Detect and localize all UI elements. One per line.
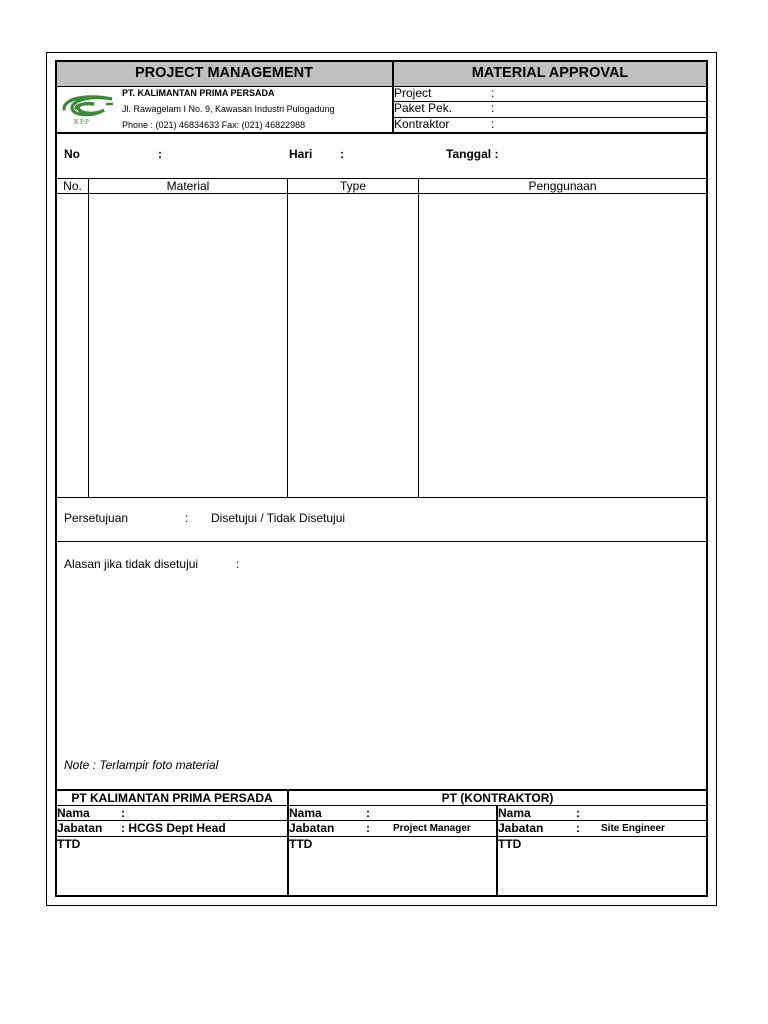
col3-jabatan-label: Jabatan [498,821,544,835]
signature-jabatan-line [56,836,707,837]
table-header-line [56,193,707,194]
signature-header-line [56,805,707,806]
col2-nama-label: Nama [289,806,322,820]
project-management-title: PROJECT MANAGEMENT [134,65,314,81]
col-header-type: Type [339,179,366,193]
persetujuan-colon: : [185,511,189,525]
form-bottom-border [55,895,708,897]
header-band-bottom [56,86,707,87]
paket-label: Paket Pek. [394,101,453,115]
form-right-border [706,60,708,897]
project-colon: : [491,86,495,100]
col2-jabatan-colon: : [366,821,370,835]
col3-ttd-label: TTD [498,837,522,851]
alasan-colon: : [236,557,240,571]
table-col-line-1 [88,178,89,498]
col2-ttd-label: TTD [289,837,313,851]
col-header-penggunaan: Penggunaan [528,179,597,193]
table-col-line-2 [287,178,288,498]
table-col-line-3 [418,178,419,498]
company-address: Jl. Rawagelam I No. 9, Kawasan Industri Pulogadung [122,104,335,114]
note-text: Note : Terlampir foto material [64,758,219,772]
col-header-material: Material [166,179,210,193]
no-colon: : [158,147,162,161]
alasan-label: Alasan jika tidak disetujui [64,557,199,571]
persetujuan-label: Persetujuan [64,511,129,525]
material-approval-title: MATERIAL APPROVAL [471,65,629,81]
project-label: Project [394,86,432,100]
header-bottom-border [56,132,707,134]
col3-jabatan-colon: : [576,821,580,835]
col-header-no: No. [63,179,82,193]
col1-ttd-label: TTD [57,837,81,851]
logo-text: KPP [74,118,90,126]
col1-jabatan-label: Jabatan [57,821,103,835]
company-phone: Phone : (021) 46834633 Fax: (021) 46822988 [122,120,306,130]
col1-nama-colon: : [121,806,125,820]
company-name: PT. KALIMANTAN PRIMA PERSADA [122,88,275,98]
col3-jabatan-value: Site Engineer [601,823,665,834]
col1-nama-label: Nama [57,806,90,820]
col2-jabatan-value: Project Manager [393,823,471,834]
signature-left-header: PT KALIMANTAN PRIMA PERSADA [71,791,273,805]
table-bottom-line [56,497,707,498]
col3-nama-colon: : [576,806,580,820]
form-top-border [55,60,708,62]
table-top-line [56,178,707,179]
kontraktor-colon: : [491,117,495,131]
hari-label: Hari [289,147,313,161]
signature-right-header: PT (KONTRAKTOR) [441,791,554,805]
paket-colon: : [491,101,495,115]
col3-nama-label: Nama [498,806,531,820]
hari-colon: : [340,147,344,161]
col1-jabatan-value: : HCGS Dept Head [121,821,226,835]
no-label: No [64,147,80,161]
kontraktor-label: Kontraktor [394,117,450,131]
col2-jabatan-label: Jabatan [289,821,335,835]
persetujuan-value: Disetujui / Tidak Disetujui [211,511,346,525]
col2-nama-colon: : [366,806,370,820]
tanggal-label: Tanggal : [446,147,499,161]
approval-bottom-line [56,541,707,542]
